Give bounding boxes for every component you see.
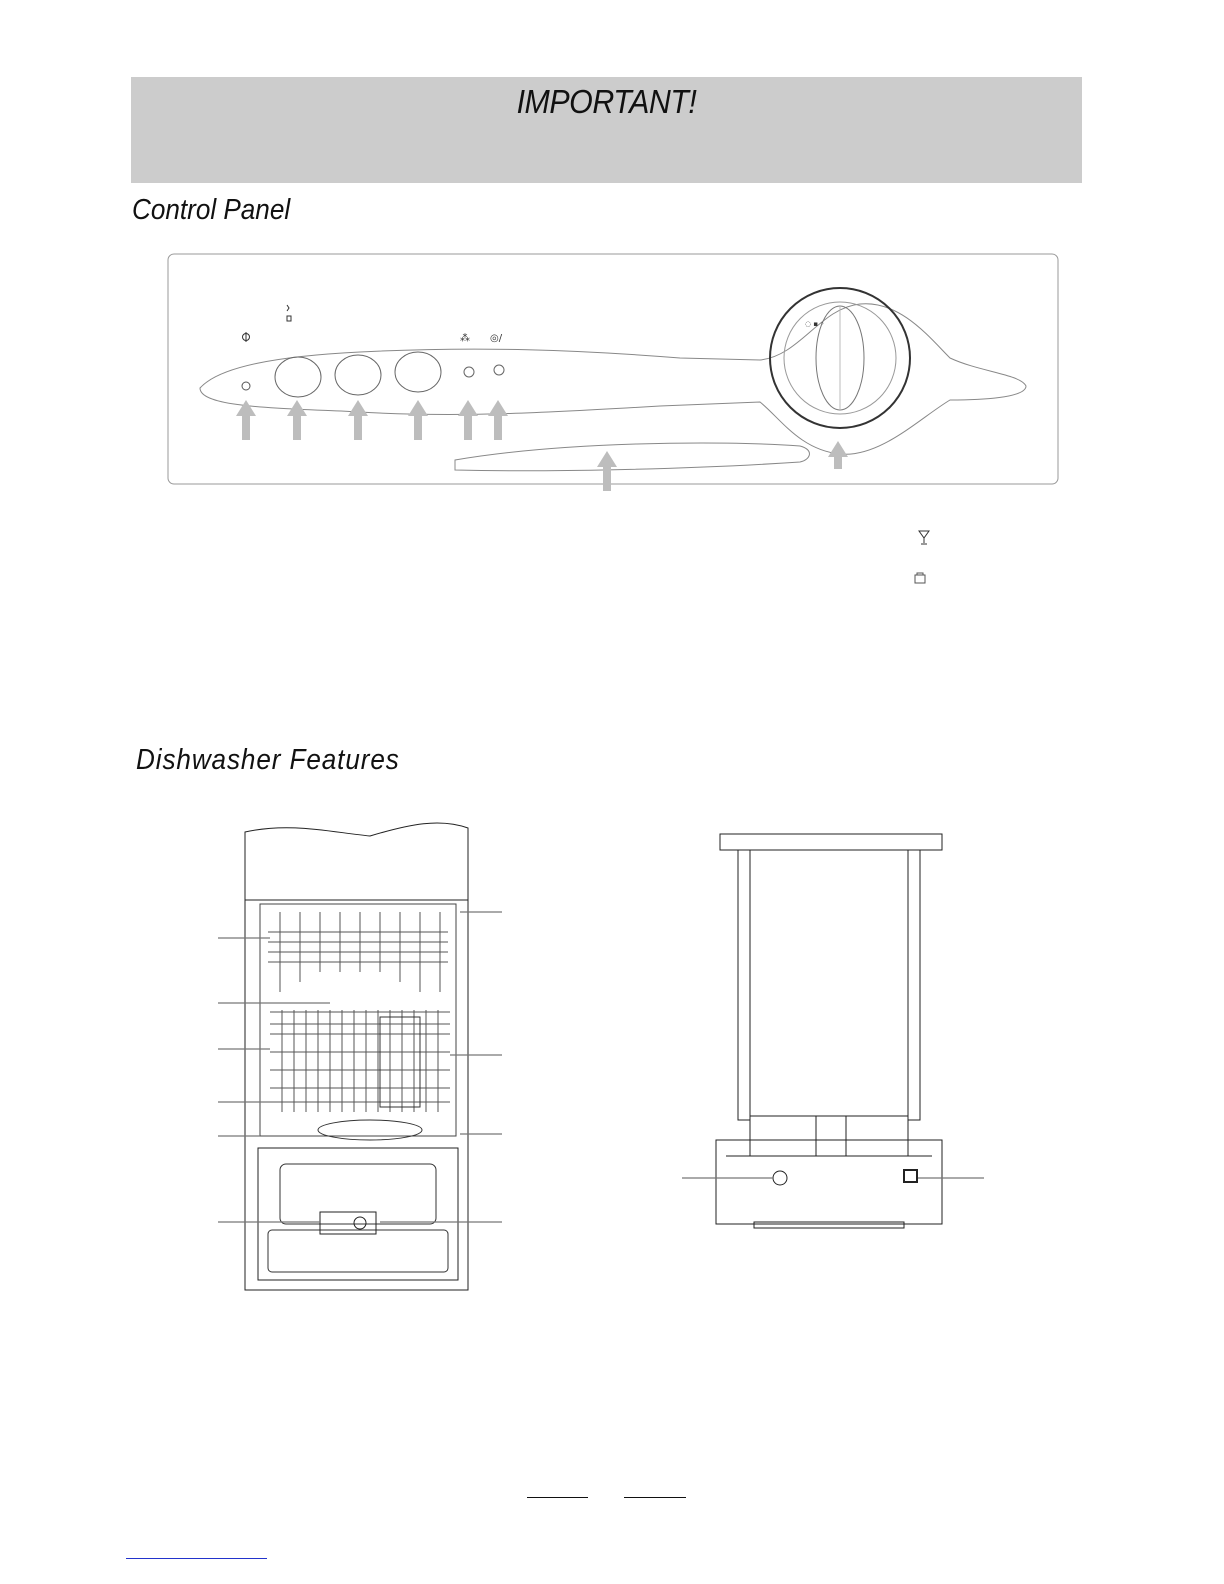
rinse-aid-indicator <box>464 367 474 377</box>
power-indicator-icon <box>242 382 250 390</box>
rinse-aid-icon: ⁂ <box>460 333 470 344</box>
arrow-6 <box>488 400 508 440</box>
pot-icon <box>913 572 927 586</box>
dishwasher-features-heading: Dishwasher Features <box>136 744 400 776</box>
power-cord-socket <box>904 1170 917 1182</box>
callout-arrows <box>236 400 848 491</box>
salt-indicator <box>494 365 504 375</box>
svg-text:◌ ▪ ◦: ◌ ▪ ◦ <box>805 320 825 328</box>
drain-connector <box>773 1171 787 1185</box>
control-panel-diagram <box>160 248 1065 498</box>
dishwasher-back-diagram <box>680 830 990 1240</box>
salt-icon: ◎/ <box>490 333 503 344</box>
door-panel <box>258 1148 458 1280</box>
glass-icon <box>917 530 931 546</box>
arrow-2 <box>287 400 307 440</box>
important-banner <box>131 77 1082 183</box>
detergent-dispenser <box>320 1212 376 1234</box>
arrow-5 <box>458 400 478 440</box>
footer-line-right <box>624 1497 686 1498</box>
button-1 <box>275 357 321 397</box>
control-panel-heading: Control Panel <box>132 194 291 226</box>
footer-link-underline <box>126 1558 267 1559</box>
footer-line-left <box>527 1497 588 1498</box>
arrow-7 <box>597 451 617 491</box>
banner-title: IMPORTANT! <box>516 83 697 120</box>
dishwasher-front-diagram <box>210 812 510 1297</box>
button-3 <box>395 352 441 392</box>
half-load-icon <box>287 305 291 321</box>
arrow-3 <box>348 400 368 440</box>
arrow-4 <box>408 400 428 440</box>
arrow-8 <box>828 441 848 469</box>
door-handle <box>455 443 809 471</box>
button-2 <box>335 355 381 395</box>
spray-arm <box>318 1120 422 1140</box>
